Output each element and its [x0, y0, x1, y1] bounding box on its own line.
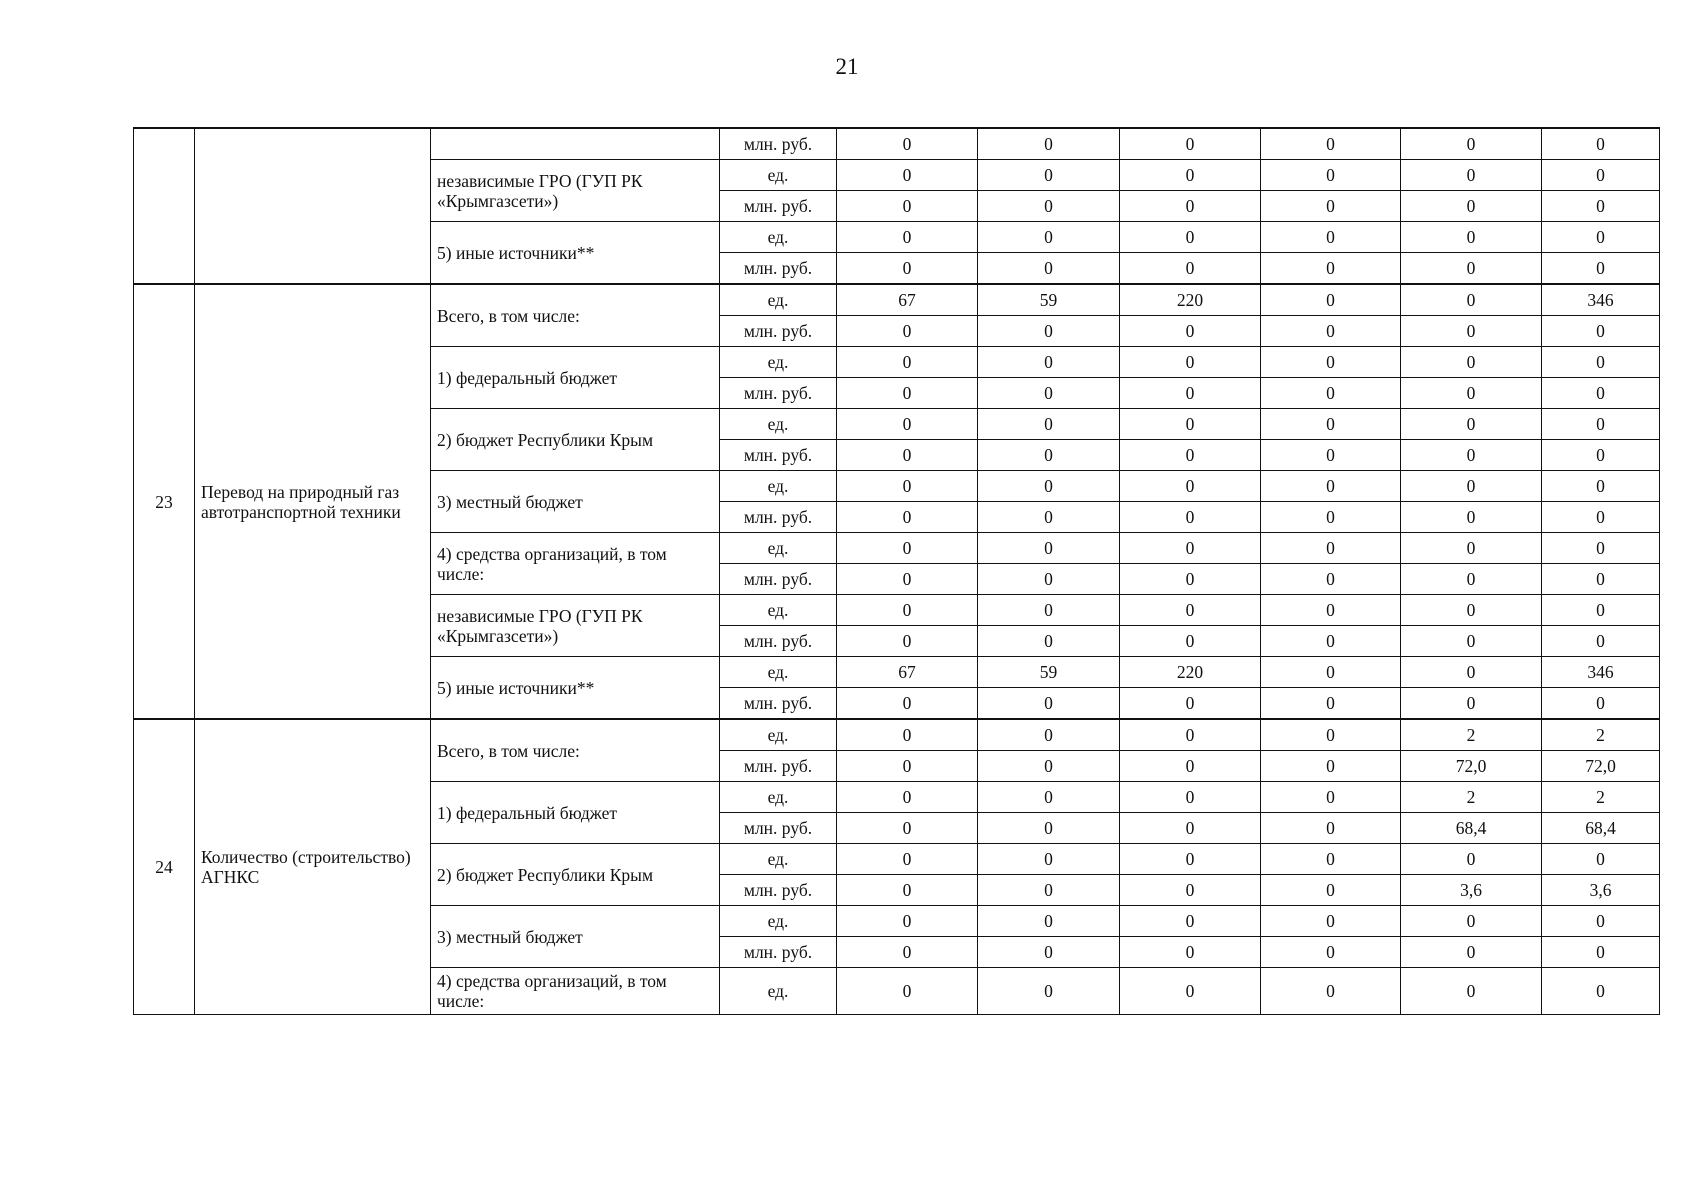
value-cell: 0	[1120, 813, 1261, 844]
value-cell: 72,0	[1542, 751, 1660, 782]
value-cell: 68,4	[1542, 813, 1660, 844]
value-cell: 0	[1542, 937, 1660, 968]
row-number: 24	[134, 719, 195, 1015]
value-cell: 0	[1401, 284, 1542, 316]
value-cell: 0	[978, 564, 1120, 595]
unit-cell: млн. руб.	[720, 316, 837, 347]
value-cell: 0	[837, 719, 978, 751]
value-cell: 0	[1401, 160, 1542, 191]
value-cell: 0	[1261, 471, 1401, 502]
value-cell: 0	[1542, 347, 1660, 378]
value-cell: 0	[1261, 626, 1401, 657]
value-cell: 0	[1261, 906, 1401, 937]
value-cell: 0	[978, 253, 1120, 285]
value-cell: 0	[1261, 128, 1401, 160]
page-number: 21	[835, 54, 859, 79]
unit-cell: млн. руб.	[720, 378, 837, 409]
value-cell: 0	[978, 968, 1120, 1015]
value-cell: 67	[837, 284, 978, 316]
value-cell: 0	[1261, 440, 1401, 471]
value-cell: 0	[1261, 253, 1401, 285]
value-cell: 0	[1261, 844, 1401, 875]
unit-cell: ед.	[720, 222, 837, 253]
unit-cell: млн. руб.	[720, 191, 837, 222]
funding-source: 5) иные источники**	[431, 222, 720, 285]
value-cell: 0	[1401, 128, 1542, 160]
indicator-name: Перевод на природный газ автотранспортной техники	[195, 284, 431, 719]
funding-source: Всего, в том числе:	[431, 719, 720, 782]
unit-cell: млн. руб.	[720, 253, 837, 285]
value-cell: 0	[1261, 782, 1401, 813]
value-cell: 0	[1120, 316, 1261, 347]
indicator-name	[195, 128, 431, 284]
value-cell: 0	[1401, 688, 1542, 720]
value-cell: 0	[837, 533, 978, 564]
value-cell: 0	[837, 160, 978, 191]
value-cell: 0	[978, 751, 1120, 782]
value-cell: 0	[978, 813, 1120, 844]
row-number	[134, 128, 195, 284]
value-cell: 0	[1120, 533, 1261, 564]
value-cell: 346	[1542, 284, 1660, 316]
value-cell: 220	[1120, 284, 1261, 316]
value-cell: 0	[978, 906, 1120, 937]
value-cell: 0	[978, 595, 1120, 626]
value-cell: 0	[837, 844, 978, 875]
value-cell: 0	[837, 595, 978, 626]
value-cell: 0	[837, 378, 978, 409]
value-cell: 0	[1261, 937, 1401, 968]
funding-source: 2) бюджет Республики Крым	[431, 844, 720, 906]
value-cell: 0	[978, 316, 1120, 347]
value-cell: 0	[837, 782, 978, 813]
value-cell: 68,4	[1401, 813, 1542, 844]
value-cell: 3,6	[1401, 875, 1542, 906]
value-cell: 0	[837, 471, 978, 502]
value-cell: 0	[1261, 875, 1401, 906]
value-cell: 0	[978, 782, 1120, 813]
value-cell: 0	[1542, 844, 1660, 875]
value-cell: 0	[1261, 316, 1401, 347]
value-cell: 0	[1120, 564, 1261, 595]
value-cell: 0	[1542, 906, 1660, 937]
unit-cell: млн. руб.	[720, 564, 837, 595]
value-cell: 0	[1120, 751, 1261, 782]
unit-cell: млн. руб.	[720, 875, 837, 906]
value-cell: 0	[978, 440, 1120, 471]
value-cell: 0	[978, 347, 1120, 378]
value-cell: 0	[837, 937, 978, 968]
value-cell: 72,0	[1401, 751, 1542, 782]
value-cell: 0	[978, 844, 1120, 875]
value-cell: 0	[1261, 688, 1401, 720]
value-cell: 0	[1542, 253, 1660, 285]
unit-cell: млн. руб.	[720, 128, 837, 160]
value-cell: 0	[1542, 688, 1660, 720]
unit-cell: млн. руб.	[720, 440, 837, 471]
value-cell: 0	[1542, 595, 1660, 626]
value-cell: 0	[1261, 595, 1401, 626]
value-cell: 0	[978, 533, 1120, 564]
value-cell: 0	[1401, 253, 1542, 285]
value-cell: 0	[1401, 657, 1542, 688]
funding-source: Всего, в том числе:	[431, 284, 720, 347]
value-cell: 0	[837, 128, 978, 160]
value-cell: 0	[1120, 782, 1261, 813]
unit-cell: млн. руб.	[720, 751, 837, 782]
unit-cell: млн. руб.	[720, 502, 837, 533]
value-cell: 0	[1401, 316, 1542, 347]
unit-cell: ед.	[720, 533, 837, 564]
value-cell: 0	[1120, 222, 1261, 253]
value-cell: 0	[837, 564, 978, 595]
table-row	[134, 719, 1660, 751]
value-cell: 0	[1401, 191, 1542, 222]
value-cell: 0	[1120, 906, 1261, 937]
value-cell: 0	[978, 222, 1120, 253]
value-cell: 0	[837, 688, 978, 720]
funding-source: независимые ГРО (ГУП РК «Крымгазсети»)	[431, 595, 720, 657]
value-cell: 0	[978, 937, 1120, 968]
value-cell: 0	[1120, 719, 1261, 751]
budget-table	[133, 127, 1660, 1015]
value-cell: 0	[1261, 751, 1401, 782]
value-cell: 0	[1261, 813, 1401, 844]
unit-cell: ед.	[720, 782, 837, 813]
value-cell: 0	[978, 626, 1120, 657]
funding-source: 4) средства организаций, в том числе:	[431, 533, 720, 595]
funding-source: 5) иные источники**	[431, 657, 720, 720]
unit-cell: ед.	[720, 471, 837, 502]
value-cell: 0	[1542, 160, 1660, 191]
value-cell: 0	[1401, 937, 1542, 968]
value-cell: 0	[1261, 347, 1401, 378]
value-cell: 3,6	[1542, 875, 1660, 906]
value-cell: 0	[837, 751, 978, 782]
unit-cell: ед.	[720, 844, 837, 875]
value-cell: 0	[1401, 564, 1542, 595]
value-cell: 0	[837, 906, 978, 937]
value-cell: 0	[1261, 533, 1401, 564]
value-cell: 0	[1261, 284, 1401, 316]
value-cell: 0	[1542, 626, 1660, 657]
value-cell: 0	[1542, 502, 1660, 533]
value-cell: 0	[1120, 191, 1261, 222]
value-cell: 2	[1401, 719, 1542, 751]
value-cell: 0	[1401, 378, 1542, 409]
table-body	[134, 128, 1660, 1015]
value-cell: 0	[1120, 128, 1261, 160]
indicator-name: Количество (строительство) АГНКС	[195, 719, 431, 1015]
table-row	[134, 284, 1660, 316]
value-cell: 220	[1120, 657, 1261, 688]
value-cell: 0	[1542, 471, 1660, 502]
value-cell: 0	[1120, 595, 1261, 626]
unit-cell: ед.	[720, 906, 837, 937]
value-cell: 0	[1401, 409, 1542, 440]
value-cell: 0	[837, 440, 978, 471]
unit-cell: млн. руб.	[720, 626, 837, 657]
funding-source: 3) местный бюджет	[431, 471, 720, 533]
value-cell: 0	[837, 253, 978, 285]
value-cell: 0	[1261, 191, 1401, 222]
unit-cell: ед.	[720, 968, 837, 1015]
unit-cell: ед.	[720, 160, 837, 191]
value-cell: 0	[1261, 222, 1401, 253]
value-cell: 0	[1401, 347, 1542, 378]
value-cell: 0	[1120, 626, 1261, 657]
value-cell: 346	[1542, 657, 1660, 688]
value-cell: 0	[1401, 440, 1542, 471]
unit-cell: ед.	[720, 595, 837, 626]
value-cell: 0	[837, 191, 978, 222]
value-cell: 0	[978, 378, 1120, 409]
value-cell: 0	[1120, 409, 1261, 440]
value-cell: 0	[837, 875, 978, 906]
value-cell: 2	[1401, 782, 1542, 813]
value-cell: 0	[1542, 191, 1660, 222]
value-cell: 0	[1120, 160, 1261, 191]
value-cell: 0	[1401, 502, 1542, 533]
value-cell: 0	[1401, 222, 1542, 253]
value-cell: 0	[837, 968, 978, 1015]
value-cell: 0	[1542, 968, 1660, 1015]
value-cell: 0	[1542, 409, 1660, 440]
value-cell: 0	[1401, 844, 1542, 875]
unit-cell: ед.	[720, 284, 837, 316]
value-cell: 0	[1120, 937, 1261, 968]
value-cell: 59	[978, 657, 1120, 688]
value-cell: 0	[978, 128, 1120, 160]
value-cell: 0	[1120, 471, 1261, 502]
funding-source: 3) местный бюджет	[431, 906, 720, 968]
value-cell: 0	[1542, 222, 1660, 253]
value-cell: 0	[1261, 378, 1401, 409]
unit-cell: ед.	[720, 657, 837, 688]
value-cell: 0	[837, 502, 978, 533]
value-cell: 0	[1120, 502, 1261, 533]
value-cell: 0	[1120, 440, 1261, 471]
value-cell: 0	[1542, 378, 1660, 409]
row-number: 23	[134, 284, 195, 719]
value-cell: 2	[1542, 719, 1660, 751]
value-cell: 0	[978, 688, 1120, 720]
value-cell: 0	[978, 191, 1120, 222]
value-cell: 2	[1542, 782, 1660, 813]
value-cell: 0	[978, 875, 1120, 906]
value-cell: 0	[1261, 409, 1401, 440]
value-cell: 0	[1261, 564, 1401, 595]
funding-source: 1) федеральный бюджет	[431, 347, 720, 409]
value-cell: 0	[1261, 657, 1401, 688]
funding-source: независимые ГРО (ГУП РК «Крымгазсети»)	[431, 160, 720, 222]
unit-cell: млн. руб.	[720, 937, 837, 968]
value-cell: 0	[1261, 968, 1401, 1015]
value-cell: 0	[1542, 128, 1660, 160]
value-cell: 0	[1120, 968, 1261, 1015]
value-cell: 0	[1401, 968, 1542, 1015]
value-cell: 0	[1401, 595, 1542, 626]
value-cell: 0	[1542, 533, 1660, 564]
value-cell: 0	[837, 316, 978, 347]
value-cell: 0	[1261, 502, 1401, 533]
value-cell: 0	[1542, 316, 1660, 347]
funding-source: 2) бюджет Республики Крым	[431, 409, 720, 471]
value-cell: 0	[978, 471, 1120, 502]
value-cell: 0	[837, 626, 978, 657]
value-cell: 0	[837, 813, 978, 844]
unit-cell: млн. руб.	[720, 813, 837, 844]
value-cell: 0	[1120, 844, 1261, 875]
funding-source: 4) средства организаций, в том числе:	[431, 968, 720, 1015]
value-cell: 0	[1261, 160, 1401, 191]
value-cell: 0	[1261, 719, 1401, 751]
value-cell: 0	[1120, 875, 1261, 906]
value-cell: 0	[1401, 626, 1542, 657]
value-cell: 0	[978, 409, 1120, 440]
value-cell: 0	[837, 222, 978, 253]
value-cell: 0	[1120, 378, 1261, 409]
value-cell: 0	[1120, 347, 1261, 378]
unit-cell: ед.	[720, 347, 837, 378]
table-row	[134, 128, 1660, 160]
value-cell: 0	[1542, 440, 1660, 471]
value-cell: 0	[1401, 906, 1542, 937]
value-cell: 67	[837, 657, 978, 688]
value-cell: 0	[978, 719, 1120, 751]
funding-source: 1) федеральный бюджет	[431, 782, 720, 844]
value-cell: 59	[978, 284, 1120, 316]
value-cell: 0	[978, 160, 1120, 191]
unit-cell: ед.	[720, 719, 837, 751]
value-cell: 0	[1120, 688, 1261, 720]
value-cell: 0	[1401, 533, 1542, 564]
value-cell: 0	[1542, 564, 1660, 595]
unit-cell: млн. руб.	[720, 688, 837, 720]
value-cell: 0	[978, 502, 1120, 533]
value-cell: 0	[837, 409, 978, 440]
unit-cell: ед.	[720, 409, 837, 440]
funding-source	[431, 128, 720, 160]
value-cell: 0	[837, 347, 978, 378]
value-cell: 0	[1401, 471, 1542, 502]
value-cell: 0	[1120, 253, 1261, 285]
